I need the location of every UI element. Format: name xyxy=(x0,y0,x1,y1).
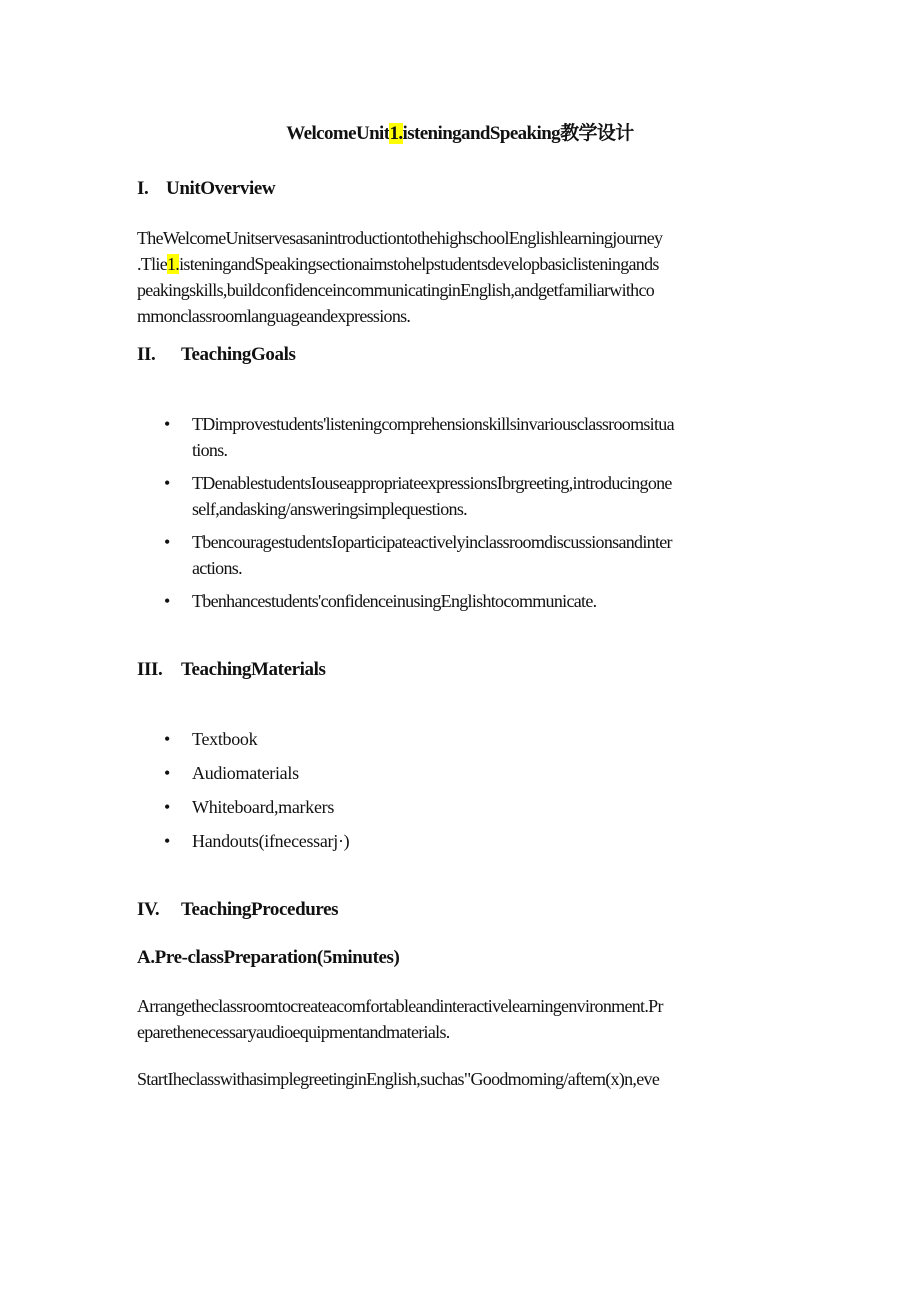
paragraph-line: eparethenecessaryaudioequipmentandmaterials. xyxy=(137,1022,450,1042)
material-item: • Textbook xyxy=(160,726,790,752)
overview-paragraph xyxy=(137,225,787,329)
subsection-heading-pre-class: A.Pre-classPreparation(5minutes) xyxy=(137,947,400,968)
section-heading-teaching-procedures xyxy=(137,899,338,921)
goals-list xyxy=(160,411,790,614)
section-number: II. xyxy=(137,344,156,365)
bullet-icon: • xyxy=(164,797,171,817)
section-number: I. xyxy=(137,178,149,199)
material-item: • Audiomaterials xyxy=(160,760,790,786)
bullet-icon: • xyxy=(164,473,170,493)
bullet-icon: • xyxy=(164,831,171,851)
goal-item: • TbencouragestudentsIoparticipateactivelyinclassroomdiscussionsandinter actions. xyxy=(160,529,790,581)
overview-line-end: isteningandSpeakingsectionaimstohelpstudentsdevelopbasiclisteningands xyxy=(179,254,659,274)
goal-item: • Tbenhancestudents'confidenceinusingEnglishtocommunicate. xyxy=(160,588,790,614)
goal-item: • TDimprovestudents'listeningcomprehensionskillsinvariousclassroomsitua tions. xyxy=(160,411,790,463)
goal-item: • TDenablestudentsIouseappropriateexpressionsIbrgreeting,introducingone self,andasking/answeringsimplequestions. xyxy=(160,470,790,522)
paragraph-line: StartIheclasswithasimplegreetinginEnglish,suchas"Goodmoming/aftem(x)n,eve xyxy=(137,1069,660,1089)
bullet-icon: • xyxy=(164,414,170,434)
preparation-paragraph xyxy=(137,993,787,1045)
title-highlight: 1. xyxy=(389,123,403,144)
section-title: TeachingProcedures xyxy=(181,899,339,920)
overview-line xyxy=(137,251,787,277)
section-title: TeachingMaterials xyxy=(181,659,326,680)
material-item: • Handouts(ifnecessarj·) xyxy=(160,828,790,854)
bullet-icon: • xyxy=(164,532,170,552)
overview-highlight: 1. xyxy=(167,254,180,274)
section-heading-teaching-goals xyxy=(137,344,295,366)
paragraph-line: Arrangetheclassroomtocreateacomfortableandinteractivelearningenvironment.Pr xyxy=(137,996,663,1016)
overview-line: mmonclassroomlanguageandexpressions. xyxy=(137,306,411,326)
title-text-end: isteningandSpeaking教学设计 xyxy=(402,123,634,144)
overview-line-start: .Tlie xyxy=(137,254,167,274)
material-item: • Whiteboard,markers xyxy=(160,794,790,820)
section-title: TeachingGoals xyxy=(181,344,296,365)
document-title xyxy=(0,118,920,145)
section-heading-teaching-materials xyxy=(137,659,326,681)
overview-line: peakingskills,buildconfidenceincommunicatinginEnglish,andgetfamiliarwithco xyxy=(137,280,655,300)
section-number: IV. xyxy=(137,899,160,920)
overview-line: TheWelcomeUnitservesasanintroductiontothehighschoolEnglishlearningjourney xyxy=(137,228,663,248)
bullet-icon: • xyxy=(164,763,171,783)
materials-list xyxy=(160,726,790,854)
section-number: III. xyxy=(137,659,163,680)
title-text-start: WelcomeUnit xyxy=(286,123,390,144)
section-heading-unit-overview xyxy=(137,178,275,200)
greeting-paragraph xyxy=(137,1066,787,1092)
bullet-icon: • xyxy=(164,591,170,611)
bullet-icon: • xyxy=(164,729,171,749)
section-title: UnitOverview xyxy=(166,178,276,199)
